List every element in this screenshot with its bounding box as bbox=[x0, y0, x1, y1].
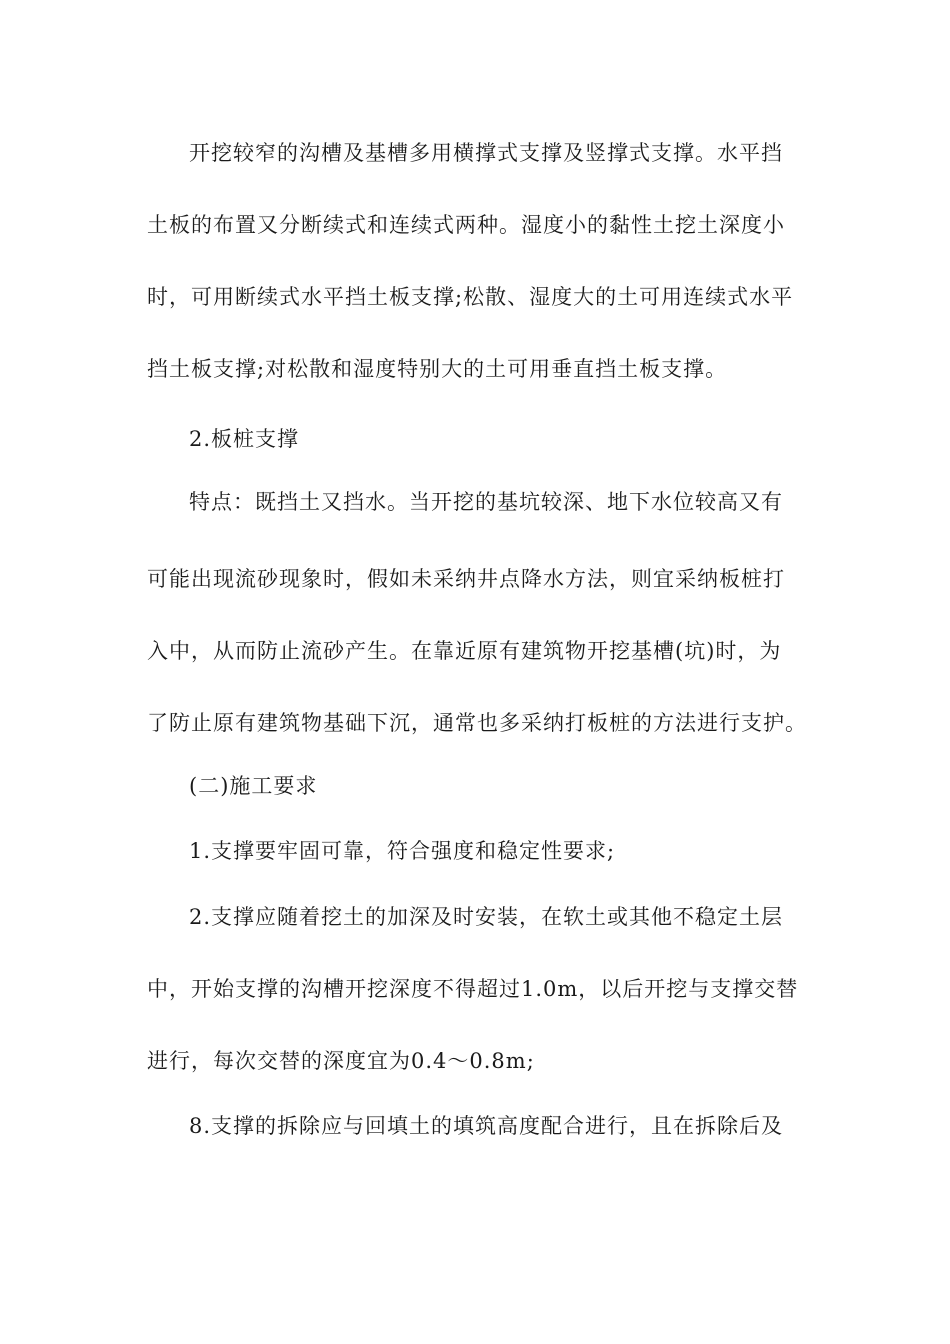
paragraph-line: 进行，每次交替的深度宜为0.4～0.8m; bbox=[147, 1049, 535, 1073]
paragraph-line: 特点：既挡土又挡水。当开挖的基坑较深、地下水位较高又有 bbox=[189, 490, 783, 514]
section-heading: (二)施工要求 bbox=[189, 774, 318, 798]
paragraph-line: 挡土板支撑;对松散和湿度特别大的土可用垂直挡土板支撑。 bbox=[147, 357, 728, 381]
paragraph-line: 入中，从而防止流砂产生。在靠近原有建筑物开挖基槽(坑)时，为 bbox=[147, 639, 782, 663]
list-item: 2.支撑应随着挖土的加深及时安装，在软土或其他不稳定土层 bbox=[189, 905, 784, 929]
paragraph-line: 了防止原有建筑物基础下沉，通常也多采纳打板桩的方法进行支护。 bbox=[147, 711, 807, 735]
section-heading: 2.板桩支撑 bbox=[189, 427, 300, 451]
paragraph-line: 时，可用断续式水平挡土板支撑;松散、湿度大的土可用连续式水平 bbox=[147, 285, 794, 309]
list-item: 8.支撑的拆除应与回填土的填筑高度配合进行，且在拆除后及 bbox=[189, 1114, 784, 1138]
paragraph-line: 开挖较窄的沟槽及基槽多用横撑式支撑及竖撑式支撑。水平挡 bbox=[189, 141, 783, 165]
paragraph-line: 可能出现流砂现象时，假如未采纳井点降水方法，则宜采纳板桩打 bbox=[147, 567, 785, 591]
paragraph-line: 土板的布置又分断续式和连续式两种。湿度小的黏性土挖土深度小 bbox=[147, 213, 785, 237]
paragraph-line: 中，开始支撑的沟槽开挖深度不得超过1.0m，以后开挖与支撑交替 bbox=[147, 977, 799, 1001]
list-item: 1.支撑要牢固可靠，符合强度和稳定性要求; bbox=[189, 839, 616, 863]
